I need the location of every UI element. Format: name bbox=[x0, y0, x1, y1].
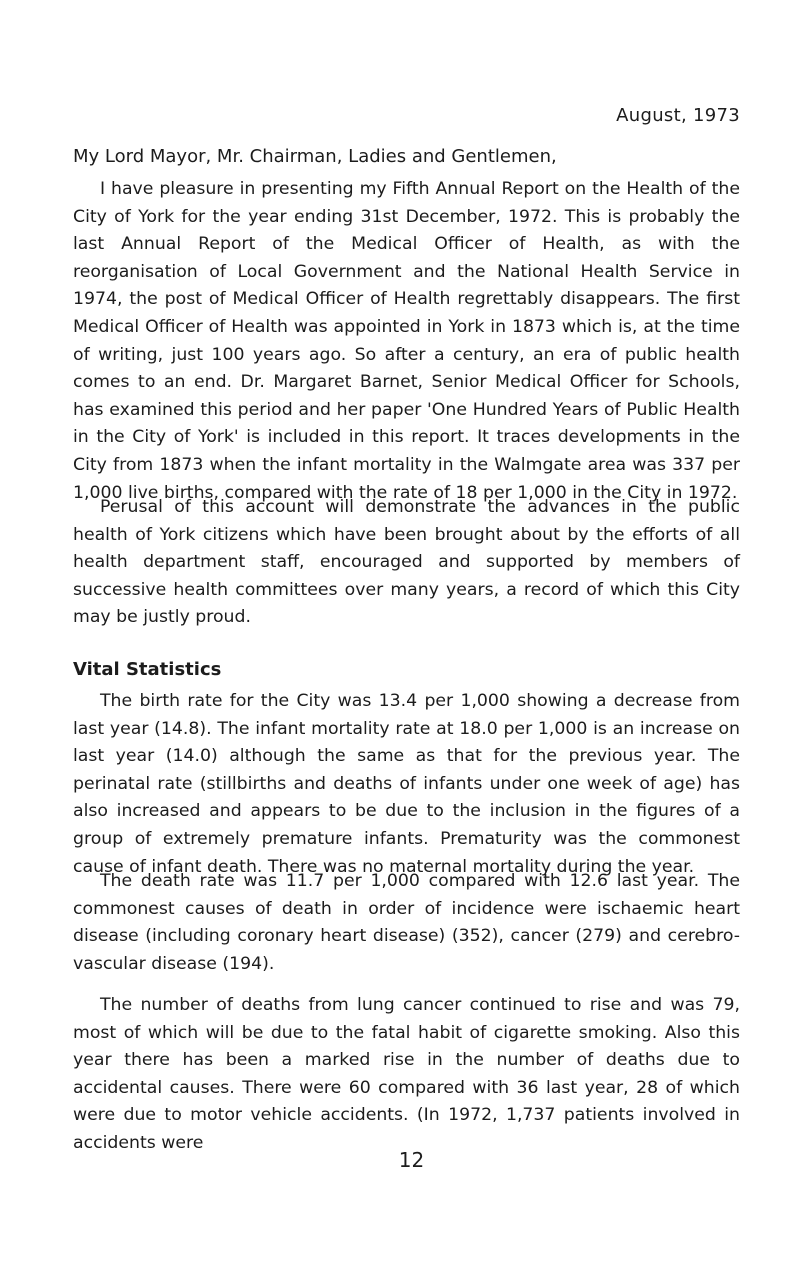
section-heading: Vital Statistics bbox=[73, 659, 222, 680]
report-date: August, 1973 bbox=[616, 105, 740, 126]
paragraph-death-rate: The death rate was 11.7 per 1,000 compared with 12.6 last year. The commonest causes of death in order of incidence were ischaemic heart disease (including coronary heart disease) (352), cancer (279) and cerebro-vascular disease (194). bbox=[73, 871, 740, 974]
paragraph-birth-rate: The birth rate for the City was 13.4 per 1,000 showing a decrease from last year (14.8). The infant mortality rate at 18.0 per 1,000 is an increase on last year (14.0) although the same as that for the previous year. The perinatal rate (stillbirths and deaths of infants under one week of age) has also increased and appears to be due to the inclusion in the figures of a group of extremely premature infants. Prematurity was the commonest cause of infant death. There was no maternal mortality during the year. bbox=[73, 691, 740, 877]
salutation: My Lord Mayor, Mr. Chairman, Ladies and Gentlemen, bbox=[73, 146, 557, 167]
page-number: 12 bbox=[398, 1148, 425, 1172]
paragraph-introduction: I have pleasure in presenting my Fifth Annual Report on the Health of the City of York for the year ending 31st December, 1972. This is probably the last Annual Report of the Medical Officer of Health, as with the reorganisation of Local Government and the National Health Service in 1974, the post of Medical Officer of Health regrettably disappears. The first Medical Officer of Health was appointed in York in 1873 which is, at the time of writing, just 100 years ago. So after a century, an era of public health comes to an end. Dr. Margaret Barnet, Senior Medical Officer for Schools, has examined this period and her paper 'One Hundred Years of Public Health in the City of York' is included in this report. It traces developments in the City from 1873 when the infant mortality in the Walmgate area was 337 per 1,000 live births, compared with the rate of 18 per 1,000 in the City in 1972. bbox=[73, 179, 740, 503]
paragraph-lung-cancer: The number of deaths from lung cancer continued to rise and was 79, most of which will be due to the fatal habit of cigarette smoking. Also this year there has been a marked rise in the number of deaths due to accidental causes. There were 60 compared with 36 last year, 28 of which were due to motor vehicle accidents. (In 1972, 1,737 patients involved in accidents were bbox=[73, 995, 740, 1153]
paragraph-perusal: Perusal of this account will demonstrate the advances in the public health of York citizens which have been brought about by the efforts of all health department staff, encouraged and supported by members of successive health committees over many years, a record of which this City may be justly proud. bbox=[73, 497, 740, 628]
document-page bbox=[73, 0, 740, 1273]
